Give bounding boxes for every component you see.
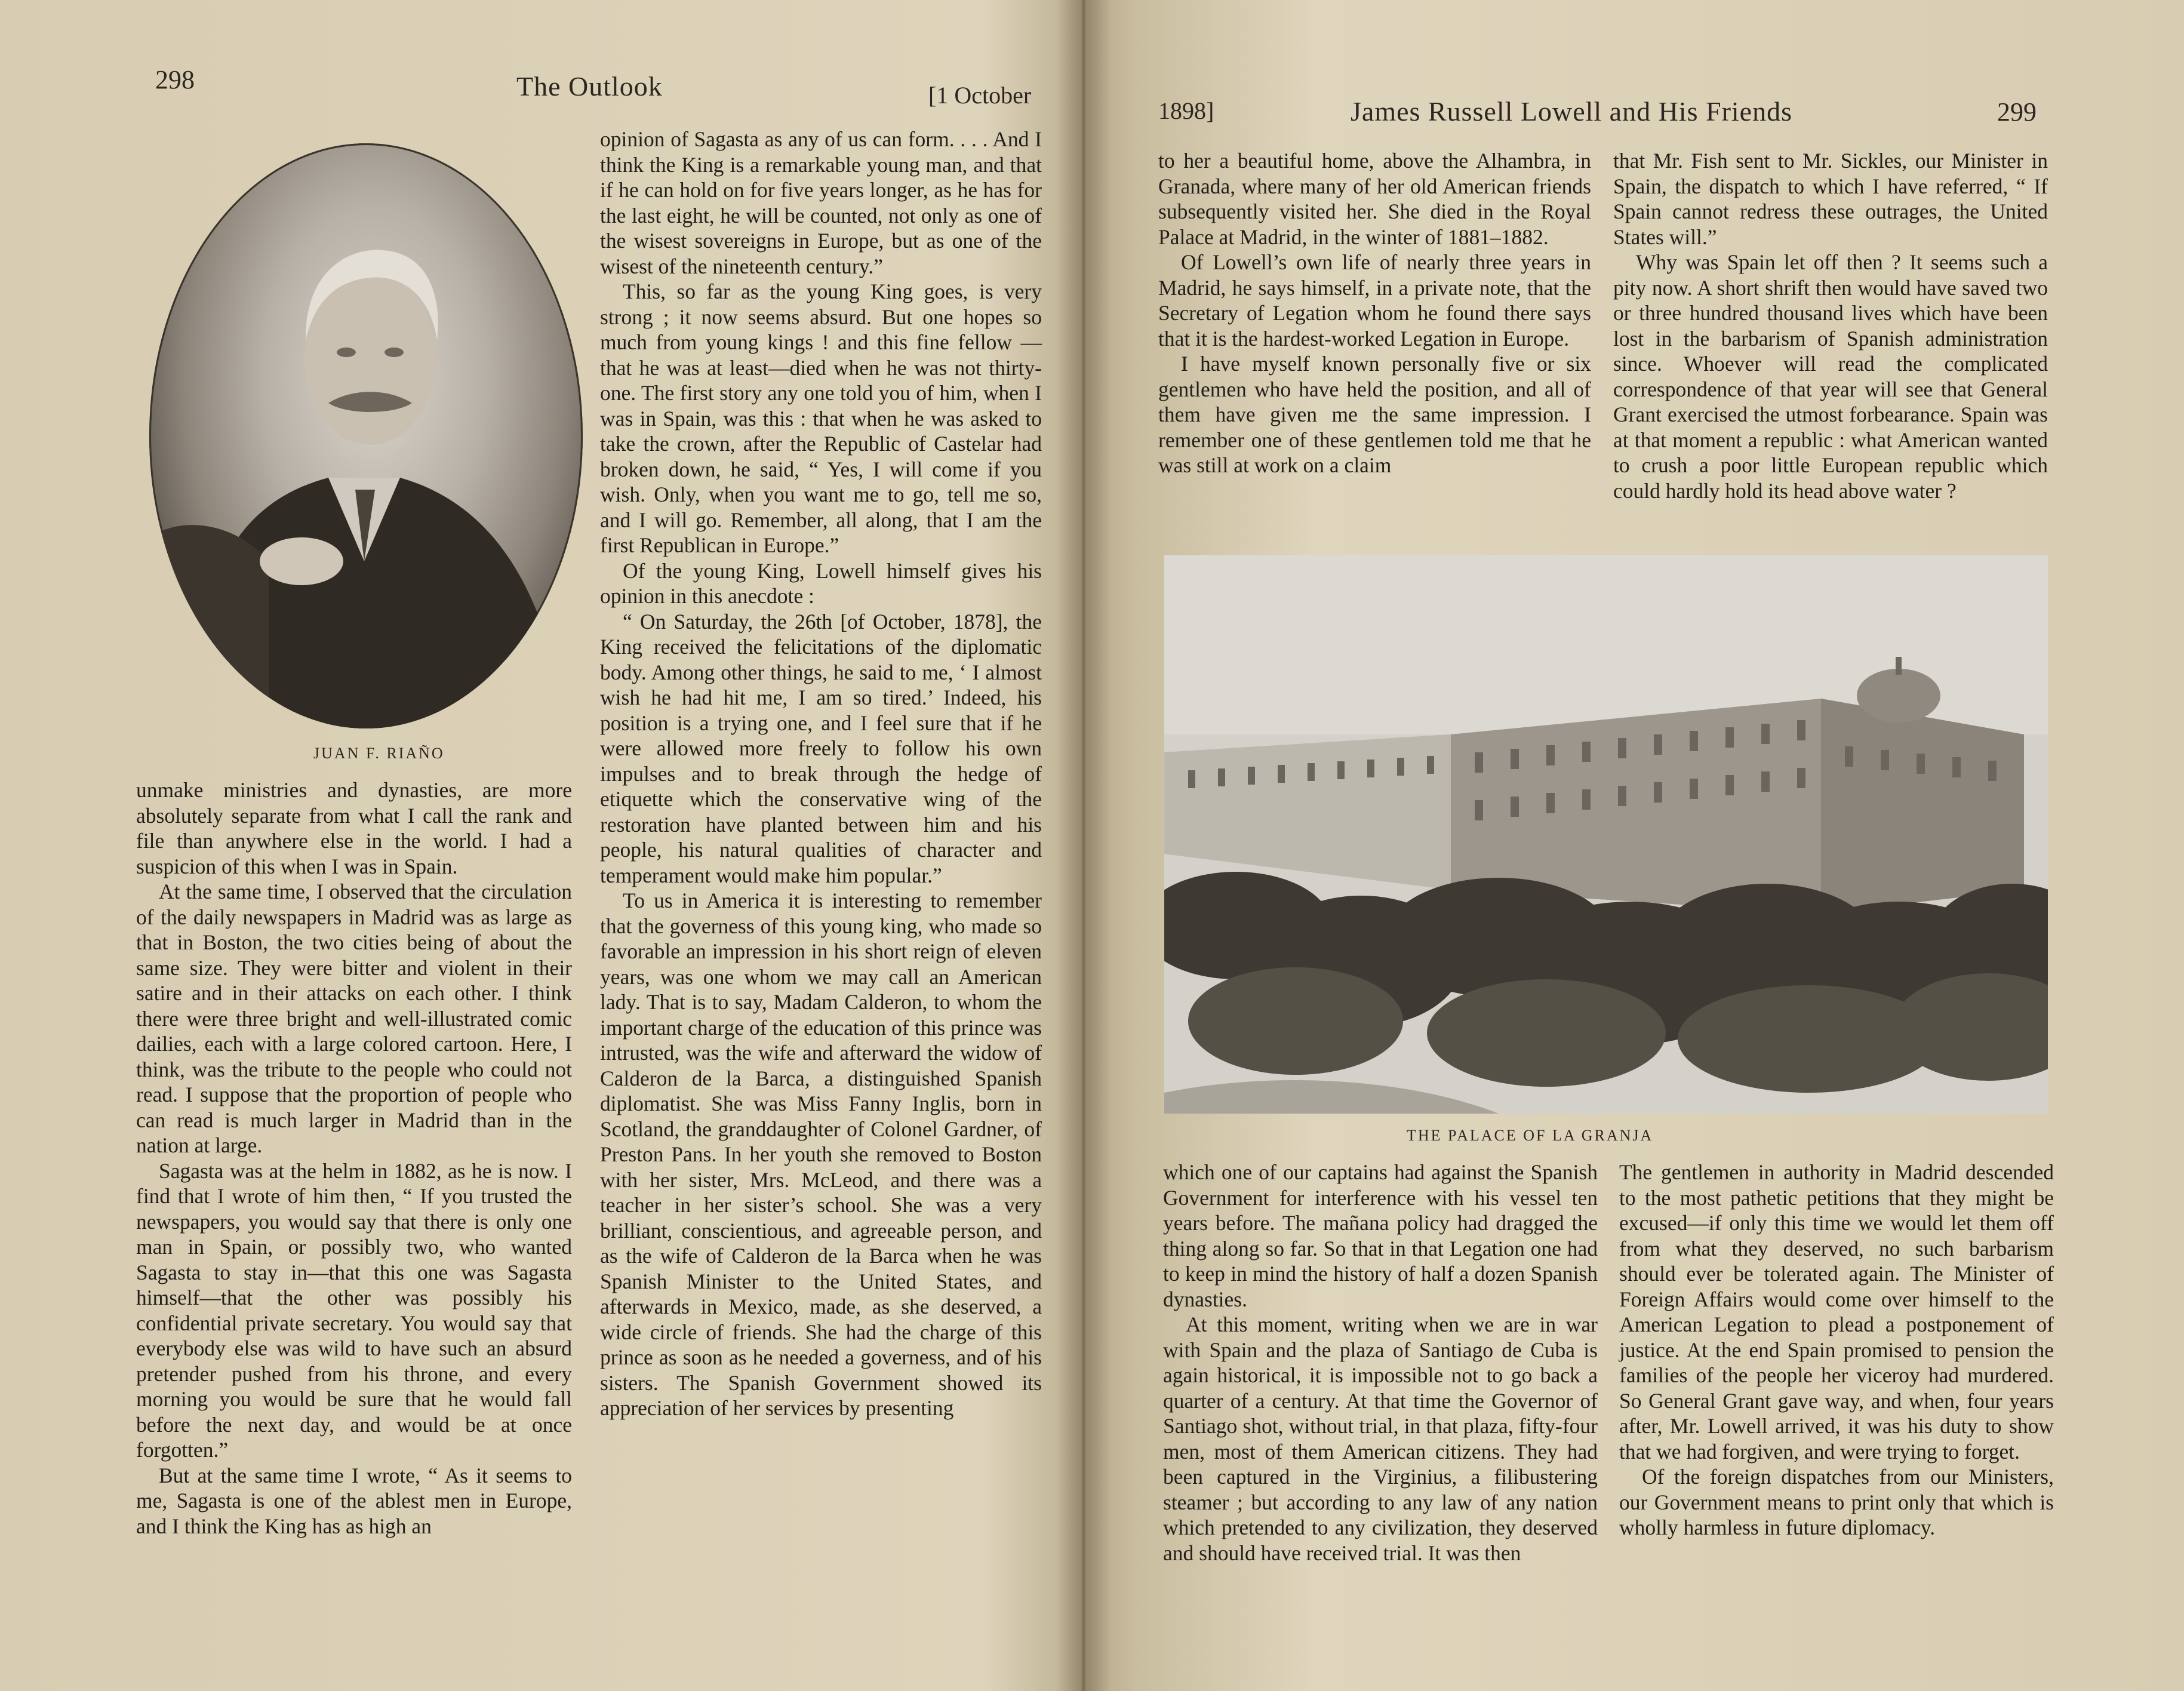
right-column-1-top	[1158, 148, 1591, 478]
paragraph: Of the foreign dispatches from our Ministers, our Government means to print only that which is wholly harmless in future diplomacy.	[1619, 1465, 2054, 1539]
paragraph: Why was Spain let off then ? It seems such a pity now. A short shrift then would have saved two or three hundred thousand lives which have been lost in the barbarism of Spanish administration since. Whoever will read the complicated correspondence of that year will see that General Grant exercised the utmost forbearance. Spain was at that moment a republic : what American wanted to crush a poor little European republic which could hardly hold its head above water ?	[1613, 250, 2048, 503]
right-column-2-top	[1613, 148, 2048, 503]
book-gutter	[1057, 0, 1111, 1691]
paragraph: Of the young King, Lowell himself gives his opinion in this anecdote :	[600, 558, 1042, 608]
left-page-number: 298	[155, 65, 195, 94]
right-column-1-bottom	[1163, 1160, 1598, 1566]
paragraph: This, so far as the young King goes, is very strong ; it now seems absurd. But one hopes so much from young kings ! and this fine fellow —that he was at least—died when he was not thirty-one. The first story any one told you of him, when I was in Spain, was this : that when he was asked to take the crown, after the Republic of Castelar had broken down, he said, “ Yes, I will come if you wish. Only, when you want me to go, tell me so, and I will go. Remember, all along, that I am the first Republican in Europe.”	[600, 279, 1042, 557]
palace-photo	[1164, 555, 2048, 1114]
right-header-date: 1898]	[1158, 97, 1214, 124]
paragraph: to her a beautiful home, above the Alhambra, in Granada, where many of her old American friends subsequently visited her. She died in the Royal Palace at Madrid, in the winter of 1881–1882.	[1158, 149, 1591, 249]
paragraph: unmake ministries and dynasties, are more absolutely separate from what I call the rank and file than anywhere else in the world. I had a suspicion of this when I was in Spain.	[136, 778, 572, 878]
paragraph: But at the same time I wrote, “ As it seems to me, Sagasta is one of the ablest men in Europe, and I think the King has as high an	[136, 1463, 572, 1538]
paragraph: To us in America it is interesting to remember that the governess of this young king, who made so favorable an impression in his short reign of eleven years, was one whom we may call an American lady. That is to say, Madam Calderon, to whom the important charge of the education of this prince was intrusted, was the wife and afterward the widow of Calderon de la Barca, a distinguished Spanish diplomatist. She was Miss Fanny Inglis, born in Scotland, the granddaughter of Colonel Gardner, of Preston Pans. In her youth she removed to Boston with her sister, Mrs. McLeod, and there was a teacher in her sister’s school. She was a very brilliant, conscientious, and agreeable person, and as the wife of Calderon de la Barca when he was Spanish Minister to the United States, and afterwards in Mexico, made, as she deserved, a wide circle of friends. She had the charge of this prince as soon as he needed a governess, and of his sisters. The Spanish Government showed its appreciation of her services by presenting	[600, 888, 1042, 1420]
left-column-2	[600, 127, 1042, 1421]
left-running-head: The Outlook	[516, 71, 663, 102]
photo-caption: THE PALACE OF LA GRANJA	[1407, 1127, 1654, 1144]
paragraph: At this moment, writing when we are in war with Spain and the plaza of Santiago de Cuba is again historical, it is impossible not to go back a quarter of a century. At that time the Governor of Santiago shot, without trial, in that plaza, fifty-four men, most of them American citizens. They had been captured in the Virginius, a filibustering steamer ; but according to any law of any nation which pretended to any civilization, they deserved and should have received trial. It was then	[1163, 1312, 1598, 1565]
paragraph: opinion of Sagasta as any of us can form. . . . And I think the King is a remarkable young man, and that if he can hold on for five years longer, as he has for the last eight, he will be counted, not only as one of the wisest sovereigns in Europe, but as one of the wisest of the nineteenth century.”	[600, 127, 1042, 278]
right-column-2-bottom	[1619, 1160, 2054, 1541]
paragraph: “ On Saturday, the 26th [of October, 1878], the King received the felicitations of the diplomatic body. Among other things, he said to me, ‘ I almost wish he had hit me, I am so tired.’ Indeed, his position is a trying one, and I feel sure that if he were allowed more freely to follow his own impulses and to break through the hedge of etiquette which the conservative wing of the restoration have planted between him and his people, his natural qualities of character and temperament would make him popular.”	[600, 609, 1042, 887]
paragraph: which one of our captains had against the Spanish Government for interference with his vessel ten years before. The mañana policy had dragged the thing along so far. So that in that Legation one had to keep in mind the history of half a dozen Spanish dynasties.	[1163, 1160, 1598, 1311]
right-page-number: 299	[1997, 97, 2037, 127]
paragraph: that Mr. Fish sent to Mr. Sickles, our Minister in Spain, the dispatch to which I have referred, “ If Spain cannot redress these outrages, the United States will.”	[1613, 149, 2048, 249]
paragraph: Sagasta was at the helm in 1882, as he is now. I find that I wrote of him then, “ If you trusted the newspapers, you would say that there is only one man in Spain, or possibly two, who wanted Sagasta to stay in—that this one was Sagasta himself—that the other was possibly his confidential private secretary. You would say that everybody else was wild to have such an absurd pretender pushed from his throne, and every morning you would be sure that he would fall before the next day, and would be at once forgotten.”	[136, 1158, 572, 1462]
paragraph: The gentlemen in authority in Madrid descended to the most pathetic petitions that they might be excused—if only this time we would let them off from what they deserved, no such barbarism should ever be tolerated again. The Minister of Foreign Affairs would come over himself to the American Legation to plead a postponement of justice. At the end Spain promised to pension the families of the people her viceroy had murdered. So General Grant gave way, and when, four years after, Mr. Lowell arrived, it was his duty to show that we had forgiven, and were trying to forget.	[1619, 1160, 2054, 1464]
left-column-1	[136, 777, 572, 1539]
left-header-date: [1 October	[928, 82, 1032, 109]
paragraph: Of Lowell’s own life of nearly three years in Madrid, he says himself, in a private note, that the Secretary of Legation whom he found there says that it is the hardest-worked Legation in Europe.	[1158, 250, 1591, 351]
portrait-image	[149, 143, 583, 728]
paragraph: I have myself known personally five or six gentlemen who have held the position, and all of them have given me the same impression. I remember one of these gentlemen told me that he was still at work on a claim	[1158, 352, 1591, 477]
paragraph: At the same time, I observed that the circulation of the daily newspapers in Madrid was as large as that in Boston, the two cities being of about the same size. They were bitter and violent in their satire and in their attacks on each other. I think there were three bright and well-illustrated comic dailies, each with a large colored cartoon. Here, I think, was the tribute to the people who could not read. I suppose that the proportion of people who can read is much larger in Madrid than in the nation at large.	[136, 880, 572, 1157]
portrait-caption: JUAN F. RIAÑO	[313, 745, 445, 762]
right-running-head: James Russell Lowell and His Friends	[1351, 96, 1792, 127]
